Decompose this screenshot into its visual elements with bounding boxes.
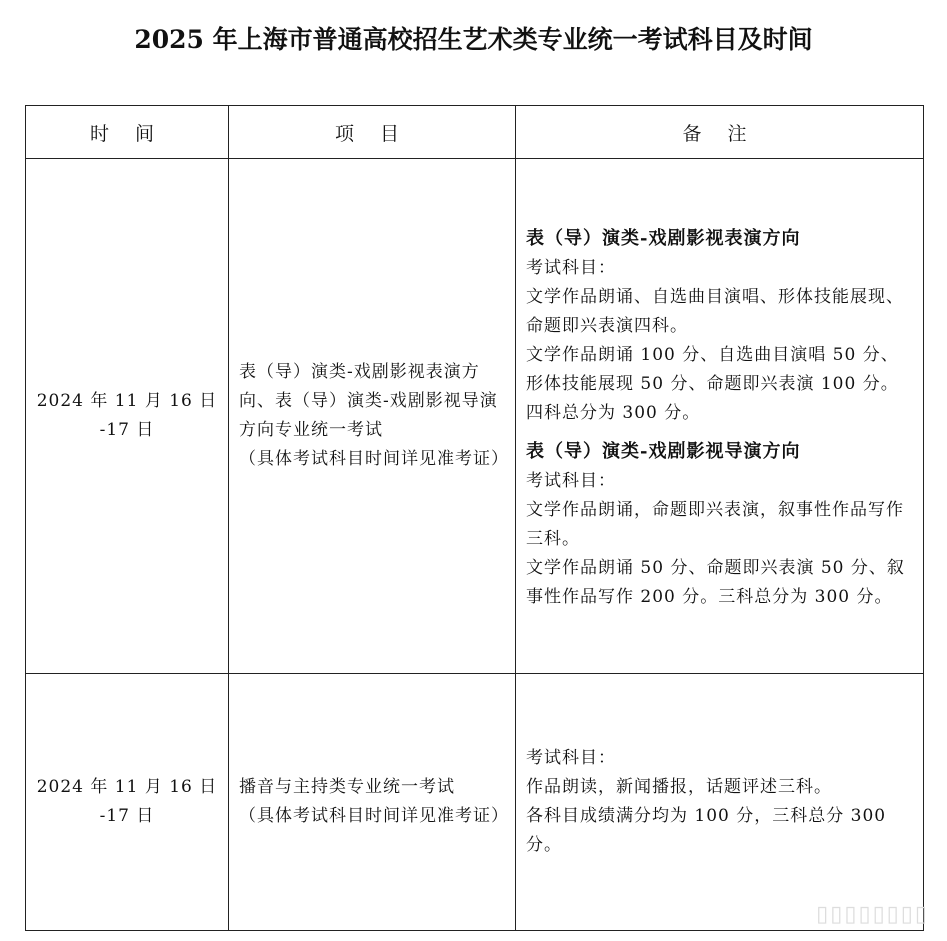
- table-row: [26, 159, 924, 674]
- table-row: [26, 674, 924, 931]
- header-time: 时 间: [26, 106, 229, 159]
- section-title-directing: 表（导）演类-戏剧影视导演方向: [526, 440, 801, 462]
- section-title-acting: 表（导）演类-戏剧影视表演方向: [526, 227, 801, 249]
- time-cell: [26, 674, 229, 931]
- time-range-end: -17 日: [99, 420, 155, 440]
- score-breakdown: 各科目成绩满分均为 100 分，三科总分 300 分。: [526, 806, 887, 855]
- time-range-end: -17 日: [99, 806, 155, 826]
- item-title: 表（导）演类-戏剧影视表演方向、表（导）演类-戏剧影视导演方向专业统一考试: [239, 362, 498, 440]
- subjects-list: 文学作品朗诵，命题即兴表演，叙事性作品写作三科。: [526, 499, 904, 549]
- header-note: 备 注: [516, 106, 924, 159]
- subjects-label: 考试科目：: [526, 257, 616, 278]
- exam-schedule-table: [25, 105, 924, 931]
- header-item: 项 目: [229, 106, 516, 159]
- time-date: 2024 年 11 月 16 日: [36, 777, 218, 797]
- subjects-label: 考试科目：: [526, 470, 616, 491]
- time-date: 2024 年 11 月 16 日: [36, 391, 218, 411]
- item-title: 播音与主持类专业统一考试: [239, 777, 455, 797]
- table-header-row: [26, 106, 924, 159]
- subjects-label: 考试科目：: [526, 748, 616, 768]
- subjects-list: 作品朗读，新闻播报，话题评述三科。: [526, 777, 832, 797]
- watermark-mark: ▯▯▯▯▯▯▯▯: [816, 902, 929, 927]
- subjects-list: 文学作品朗诵、自选曲目演唱、形体技能展现、命题即兴表演四科。: [526, 286, 904, 336]
- item-subnote: （具体考试科目时间详见准考证）: [239, 449, 509, 469]
- score-breakdown: 文学作品朗诵 100 分、自选曲目演唱 50 分、形体技能展现 50 分、命题即兴表演 100 分。四科总分为 300 分。: [526, 344, 899, 423]
- score-breakdown: 文学作品朗诵 50 分、命题即兴表演 50 分、叙事性作品写作 200 分。三科总分为 300 分。: [526, 557, 905, 607]
- note-cell: [516, 159, 924, 674]
- note-cell: [516, 674, 924, 931]
- item-cell: [229, 159, 516, 674]
- time-cell: [26, 159, 229, 674]
- item-subnote: （具体考试科目时间详见准考证）: [239, 806, 509, 826]
- document-title: 2025 年上海市普通高校招生艺术类专业统一考试科目及时间: [134, 25, 813, 54]
- item-cell: [229, 674, 516, 931]
